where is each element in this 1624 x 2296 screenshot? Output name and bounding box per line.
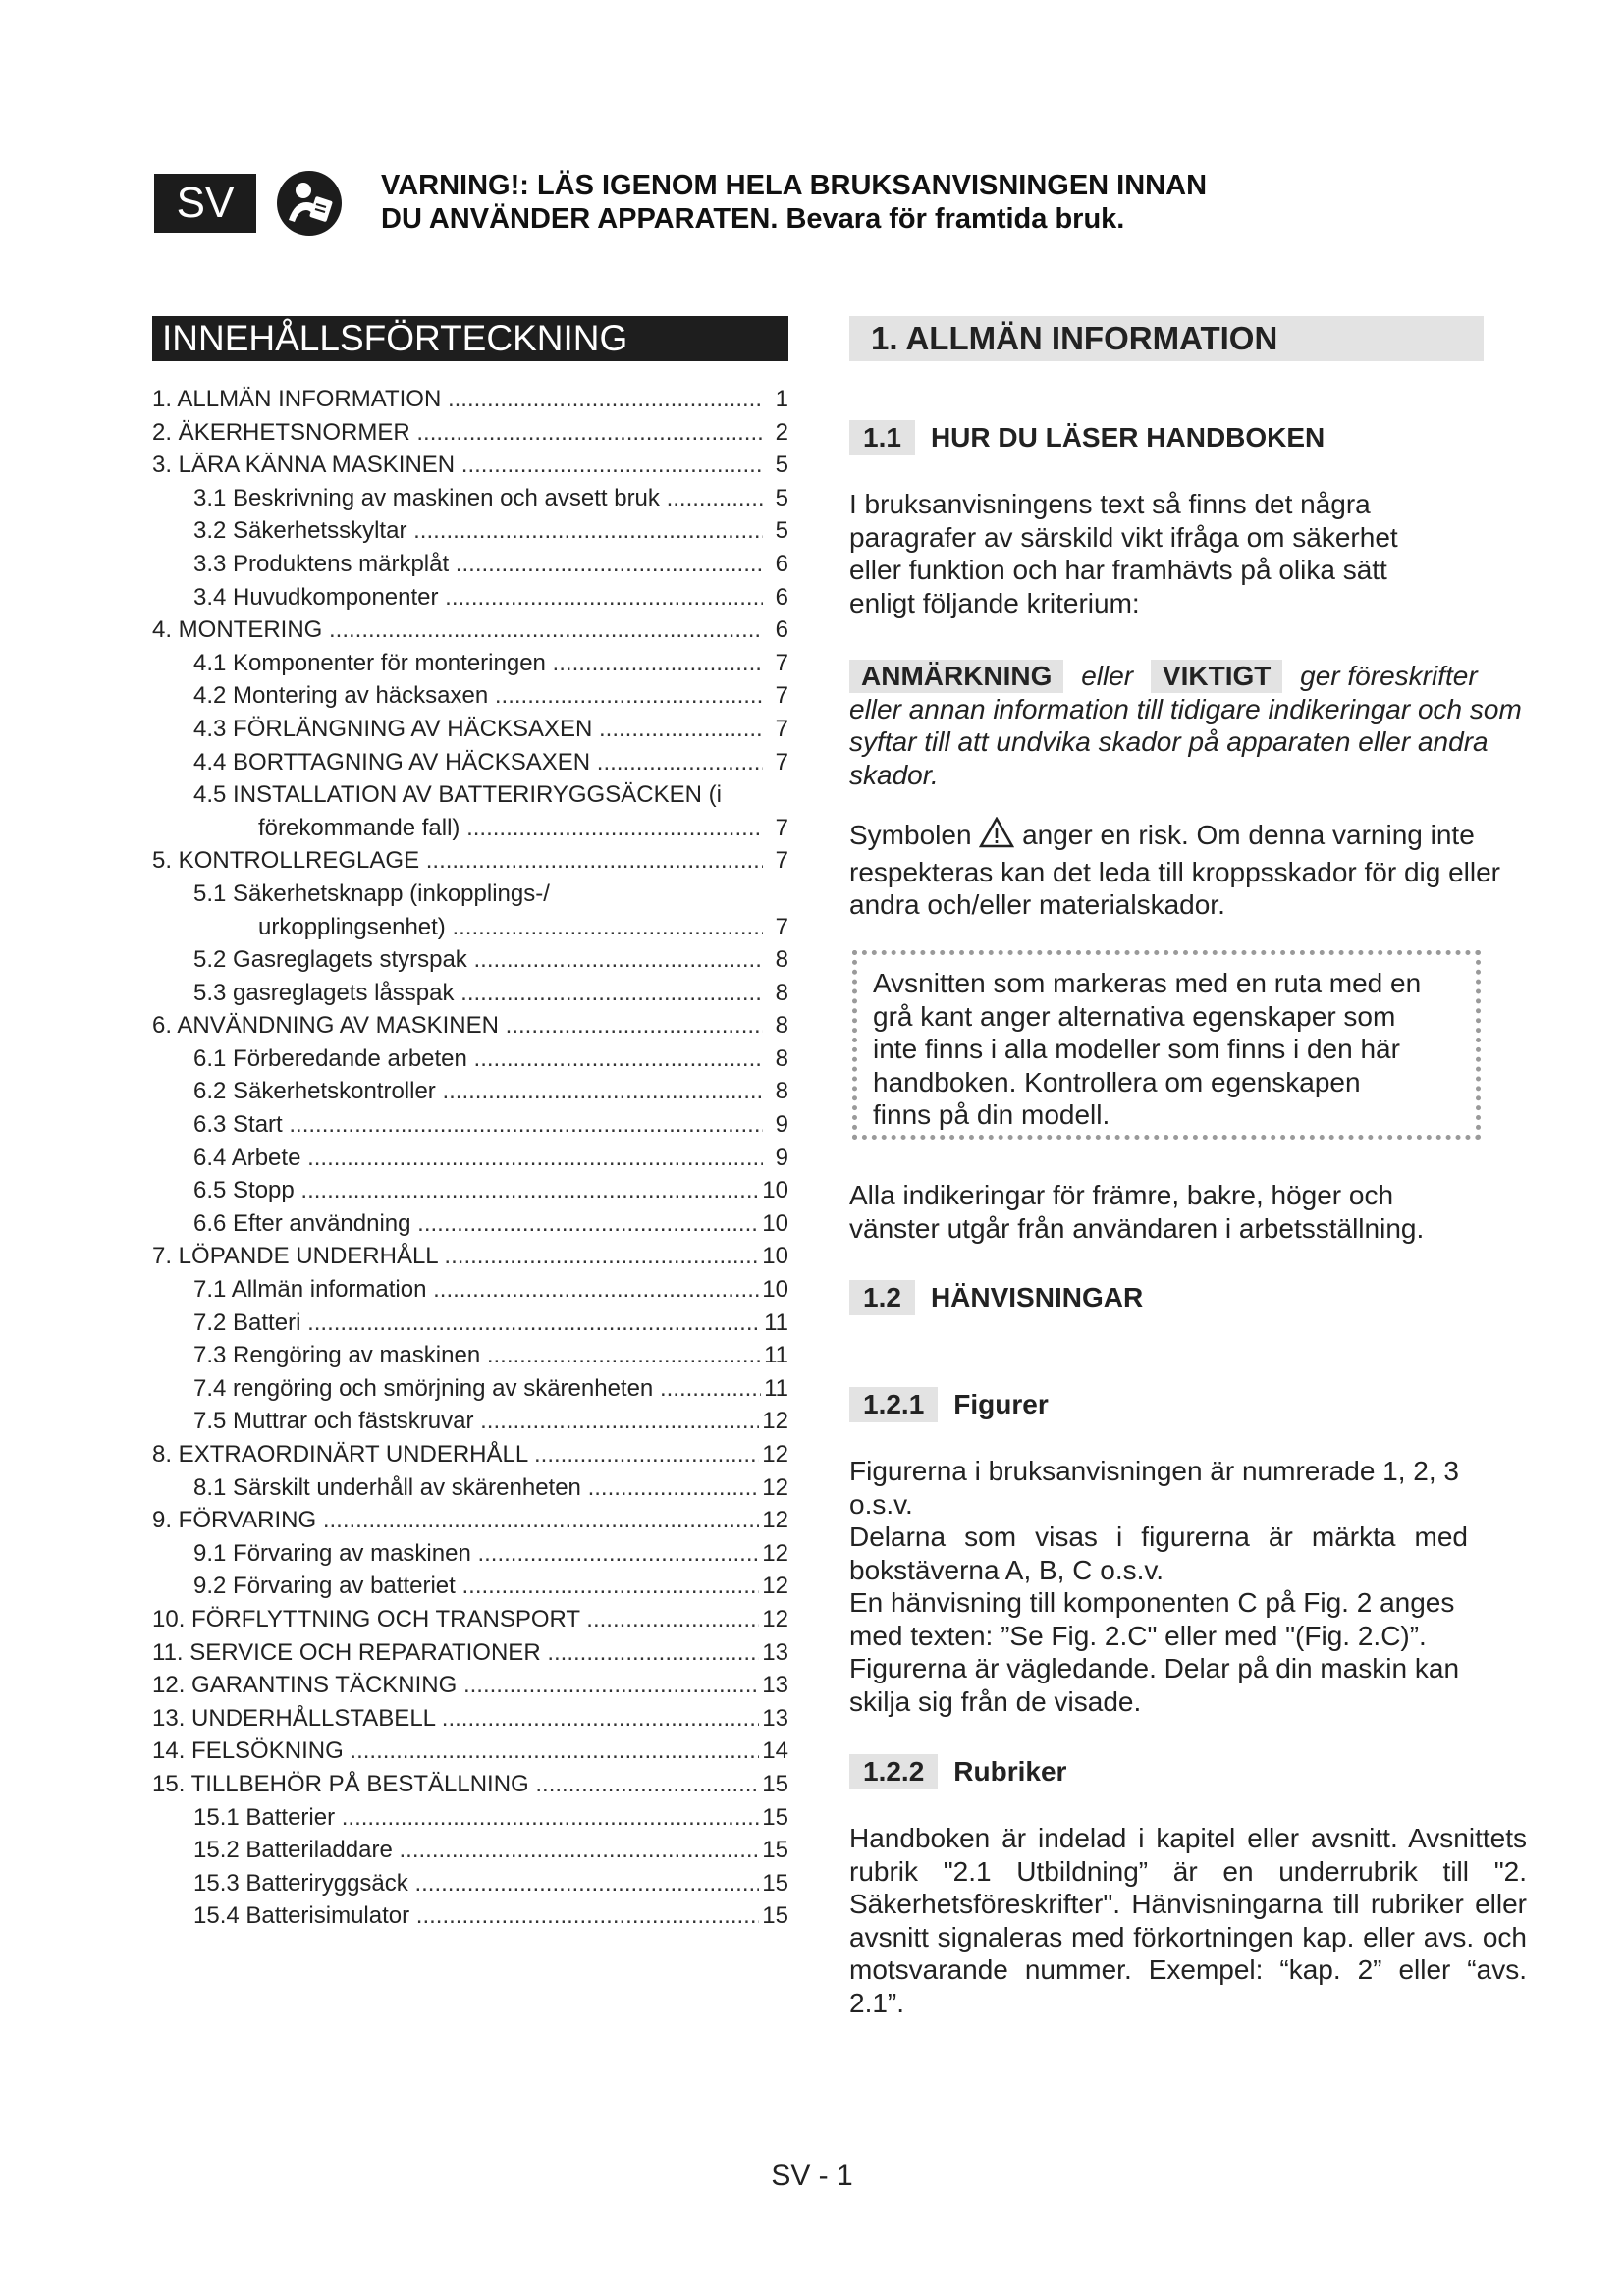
symbol-pre: Symbolen bbox=[849, 820, 972, 850]
headings-paragraph: Handboken är indelad i kapitel eller avsnitt. Avsnittets rubrik "2.1 Utbildning” är en underrubrik till "2. Säkerhetsföreskrifter". Hänvisningarna till rubriker eller avsnitt signaleras med förkortningen kap. eller avs. och motsvarande nummer. Exempel: “kap. 2” eller “avs. 2.1”. bbox=[849, 1823, 1527, 2018]
toc-entry-page: 15 bbox=[759, 1768, 788, 1800]
toc-entry bbox=[152, 1174, 788, 1207]
toc-entry-page: 7 bbox=[773, 647, 788, 679]
toc-entry bbox=[152, 1339, 788, 1372]
toc-entry-page: 7 bbox=[773, 844, 788, 877]
subsection-title: HÄNVISNINGAR bbox=[930, 1282, 1144, 1312]
toc-entry-page: 10 bbox=[759, 1273, 788, 1306]
toc-entry-label: 3. LÄRA KÄNNA MASKINEN ..... bbox=[152, 449, 763, 481]
toc-entry-page: 8 bbox=[773, 943, 788, 976]
toc-entry-label: 4.5 INSTALLATION AV BATTERIRYGGSÄCKEN (i bbox=[193, 781, 722, 809]
toc-entry-label: 15.4 Batterisimulator ..... bbox=[193, 1899, 763, 1932]
subsection-number: 1.2.2 bbox=[849, 1754, 938, 1789]
box-text: Avsnitten som markeras med en ruta med en grå kant anger alternativa egenskaper som inte finns i alla modeller som finns i den här handboken. Kontrollera om egenskapen finns på din modell. bbox=[873, 968, 1422, 1130]
figures-paragraph-1: Figurerna i bruksanvisningen är numrerade 1, 2, 3 o.s.v. bbox=[849, 1456, 1460, 1520]
toc-entry-page: 10 bbox=[759, 1240, 788, 1272]
toc-entry bbox=[152, 1801, 788, 1835]
toc-entry bbox=[152, 581, 788, 614]
toc-entry bbox=[152, 844, 788, 878]
toc-entry-label: 3.3 Produktens märkplåt ..... bbox=[193, 548, 763, 580]
toc-entry-page: 15 bbox=[759, 1834, 788, 1866]
toc-entry-page: 6 bbox=[773, 581, 788, 614]
toc-entry-label: 8.1 Särskilt underhåll av skärenheten ..... bbox=[193, 1471, 763, 1504]
toc-entry-label: 6.5 Stopp ..... bbox=[193, 1174, 763, 1206]
toc-entry bbox=[152, 1009, 788, 1042]
subsection-number: 1.1 bbox=[849, 420, 915, 455]
toc-entry bbox=[152, 943, 788, 977]
toc-entry-label: förekommande fall) ..... bbox=[258, 812, 763, 844]
toc-entry bbox=[152, 1108, 788, 1142]
toc-entry-page: 14 bbox=[759, 1735, 788, 1767]
toc-entry bbox=[152, 1504, 788, 1537]
toc-entry-page: 7 bbox=[773, 812, 788, 844]
subsection-heading-1-1 bbox=[849, 420, 1325, 455]
toc-entry-label: 4.3 FÖRLÄNGNING AV HÄCKSAXEN ..... bbox=[193, 713, 763, 745]
toc-entry bbox=[152, 878, 788, 911]
directions-paragraph: Alla indikeringar för främre, bakre, höger och vänster utgår från användaren i arbetsställning. bbox=[849, 1180, 1425, 1244]
toc-entry-page: 5 bbox=[773, 514, 788, 547]
toc-entry-label: 5.3 gasreglagets låsspak ..... bbox=[193, 977, 763, 1009]
toc-entry-page: 13 bbox=[759, 1636, 788, 1669]
toc-entry-page: 12 bbox=[759, 1603, 788, 1635]
toc-entry-label: 4.4 BORTTAGNING AV HÄCKSAXEN ..... bbox=[193, 746, 763, 778]
toc-entry-label: 11. SERVICE OCH REPARATIONER ..... bbox=[152, 1636, 763, 1669]
toc-entry-label: 5.2 Gasreglagets styrspak ..... bbox=[193, 943, 763, 976]
toc-entry bbox=[152, 1372, 788, 1406]
subsection-heading-1-2 bbox=[849, 1280, 1143, 1315]
warning-text bbox=[381, 169, 1265, 236]
toc-entry bbox=[152, 812, 788, 845]
warning-triangle-icon bbox=[979, 817, 1014, 856]
toc-entry bbox=[152, 514, 788, 548]
toc-entry-label: 7. LÖPANDE UNDERHÅLL ..... bbox=[152, 1240, 763, 1272]
toc-entry bbox=[152, 1768, 788, 1801]
toc-entry-page: 5 bbox=[773, 449, 788, 481]
toc-entry bbox=[152, 1669, 788, 1702]
toc-entry-label: 8. EXTRAORDINÄRT UNDERHÅLL ..... bbox=[152, 1438, 763, 1470]
toc-entry-label: 9.1 Förvaring av maskinen ..... bbox=[193, 1537, 763, 1570]
warning-line-1: VARNING!: LÄS IGENOM HELA BRUKSANVISNINGEN INNAN bbox=[381, 170, 1208, 201]
toc-entry bbox=[152, 1471, 788, 1505]
toc-entry-page: 6 bbox=[773, 548, 788, 580]
toc-entry bbox=[152, 1075, 788, 1108]
toc-entry-page: 7 bbox=[773, 679, 788, 712]
subsection-title: HUR DU LÄSER HANDBOKEN bbox=[930, 422, 1326, 453]
read-manual-icon bbox=[275, 169, 344, 238]
toc-entry-page: 13 bbox=[759, 1702, 788, 1735]
toc-entry bbox=[152, 1867, 788, 1900]
intro-paragraph: I bruksanvisningens text så finns det några paragrafer av särskild vikt ifråga om säkerhet eller funktion och har framhävts på olika sätt enligt följande kriterium: bbox=[849, 489, 1398, 618]
toc-entry-label: 7.5 Muttrar och fästskruvar ..... bbox=[193, 1405, 763, 1437]
toc-entry-label: 6. ANVÄNDNING AV MASKINEN ..... bbox=[152, 1009, 763, 1041]
subsection-heading-1-2-1 bbox=[849, 1387, 1049, 1422]
figures-paragraph-2: Delarna som visas i figurerna är märkta med bokstäverna A, B, C o.s.v. bbox=[849, 1522, 1468, 1585]
toc-entry bbox=[152, 1405, 788, 1438]
important-tag: VIKTIGT bbox=[1151, 660, 1282, 693]
toc-entry bbox=[152, 1735, 788, 1768]
toc-entry-label: 3.4 Huvudkomponenter ..... bbox=[193, 581, 763, 614]
toc-entry bbox=[152, 1603, 788, 1636]
subsection-number: 1.2.1 bbox=[849, 1387, 938, 1422]
toc-entry-label: 10. FÖRFLYTTNING OCH TRANSPORT ..... bbox=[152, 1603, 763, 1635]
toc-entry-page: 11 bbox=[761, 1307, 788, 1339]
toc-entry-label: 4.2 Montering av häcksaxen ..... bbox=[193, 679, 763, 712]
toc-entry-label: 6.2 Säkerhetskontroller ..... bbox=[193, 1075, 763, 1107]
note-rest: ger föreskrifter eller annan information till tidigare indikeringar och som syftar till att undvika skador på apparaten eller andra skador. bbox=[849, 661, 1522, 790]
toc-entry-page: 11 bbox=[761, 1339, 788, 1371]
toc-entry bbox=[152, 1636, 788, 1670]
toc-entry-label: 5.1 Säkerhetsknapp (inkopplings-/ bbox=[193, 880, 550, 907]
toc-entry bbox=[152, 416, 788, 450]
toc-entry-label: 7.1 Allmän information ..... bbox=[193, 1273, 763, 1306]
toc-entry-page: 10 bbox=[759, 1207, 788, 1240]
toc-entry-page: 8 bbox=[773, 1009, 788, 1041]
toc-entry bbox=[152, 647, 788, 680]
toc-entry bbox=[152, 1240, 788, 1273]
toc-entry bbox=[152, 1273, 788, 1307]
toc-entry-label: 9.2 Förvaring av batteriet ..... bbox=[193, 1570, 763, 1602]
toc-entry-page: 12 bbox=[759, 1504, 788, 1536]
toc-entry-label: 6.6 Efter användning ..... bbox=[193, 1207, 763, 1240]
toc-entry-page: 12 bbox=[759, 1570, 788, 1602]
symbol-post: anger en risk. Om denna varning inte respekteras kan det leda till kroppsskador för dig eller andra och/eller materialskador. bbox=[849, 820, 1501, 920]
toc-heading: INNEHÅLLSFÖRTECKNING bbox=[152, 316, 788, 361]
toc-entry-page: 2 bbox=[773, 416, 788, 449]
subsection-number: 1.2 bbox=[849, 1280, 915, 1315]
toc-entry bbox=[152, 679, 788, 713]
toc-entry bbox=[152, 1438, 788, 1471]
toc-entry bbox=[152, 1307, 788, 1340]
toc-entry-page: 7 bbox=[773, 911, 788, 943]
toc-entry bbox=[152, 1702, 788, 1735]
toc-entry-label: 3.1 Beskrivning av maskinen och avsett bruk ..... bbox=[193, 482, 763, 514]
toc-entry-label: 6.3 Start ..... bbox=[193, 1108, 763, 1141]
toc-entry-page: 15 bbox=[759, 1801, 788, 1834]
toc-entry-label: urkopplingsenhet) ..... bbox=[258, 911, 763, 943]
toc-entry bbox=[152, 548, 788, 581]
toc-entry bbox=[152, 1570, 788, 1603]
toc-entry-page: 1 bbox=[773, 383, 788, 415]
toc-entry-page: 15 bbox=[759, 1899, 788, 1932]
toc-entry-page: 5 bbox=[773, 482, 788, 514]
toc-entry bbox=[152, 1834, 788, 1867]
toc-entry-page: 7 bbox=[773, 746, 788, 778]
toc-entry-page: 10 bbox=[759, 1174, 788, 1206]
toc-entry-label: 14. FELSÖKNING ..... bbox=[152, 1735, 763, 1767]
toc-entry-label: 13. UNDERHÅLLSTABELL ..... bbox=[152, 1702, 763, 1735]
toc-entry-page: 6 bbox=[773, 614, 788, 646]
toc-entry-label: 15.3 Batteriryggsäck ..... bbox=[193, 1867, 763, 1899]
subsection-title: Rubriker bbox=[953, 1756, 1067, 1787]
toc-entry-label: 6.1 Förberedande arbeten ..... bbox=[193, 1042, 763, 1075]
toc-entry-page: 9 bbox=[773, 1108, 788, 1141]
toc-entry-label: 9. FÖRVARING ..... bbox=[152, 1504, 763, 1536]
toc-entry-page: 12 bbox=[759, 1537, 788, 1570]
toc-entry-label: 15.1 Batterier ..... bbox=[193, 1801, 763, 1834]
toc-entry-page: 8 bbox=[773, 1075, 788, 1107]
toc-entry bbox=[152, 778, 788, 812]
toc-entry bbox=[152, 1537, 788, 1571]
toc-entry bbox=[152, 1042, 788, 1076]
table-of-contents bbox=[152, 383, 788, 1933]
toc-entry bbox=[152, 614, 788, 647]
warning-line-2: DU ANVÄNDER APPARATEN. Bevara för framtida bruk. bbox=[381, 203, 1125, 235]
figures-paragraph-3: En hänvisning till komponenten C på Fig. 2 anges med texten: ”Se Fig. 2.C" eller med "(Fig. 2.C)”. bbox=[849, 1587, 1455, 1651]
toc-entry-label: 15. TILLBEHÖR PÅ BESTÄLLNING ..... bbox=[152, 1768, 763, 1800]
subsection-heading-1-2-2 bbox=[849, 1754, 1066, 1789]
toc-entry bbox=[152, 713, 788, 746]
toc-entry-page: 8 bbox=[773, 977, 788, 1009]
toc-entry bbox=[152, 911, 788, 944]
toc-entry bbox=[152, 449, 788, 482]
page-number: SV - 1 bbox=[771, 2160, 853, 2192]
toc-entry-page: 13 bbox=[759, 1669, 788, 1701]
subsection-title: Figurer bbox=[953, 1389, 1049, 1419]
symbol-paragraph bbox=[849, 817, 1537, 922]
toc-entry-label: 4. MONTERING ..... bbox=[152, 614, 763, 646]
figures-paragraph-4: Figurerna är vägledande. Delar på din maskin kan skilja sig från de visade. bbox=[849, 1653, 1460, 1717]
toc-entry-label: 2. ÄKERHETSNORMER ..... bbox=[152, 416, 763, 449]
toc-entry bbox=[152, 977, 788, 1010]
or-text: eller bbox=[1081, 661, 1134, 691]
toc-entry bbox=[152, 1142, 788, 1175]
toc-entry bbox=[152, 383, 788, 416]
note-tag: ANMÄRKNING bbox=[849, 660, 1063, 693]
language-badge: SV bbox=[154, 174, 256, 233]
toc-entry-page: 8 bbox=[773, 1042, 788, 1075]
toc-entry-page: 9 bbox=[773, 1142, 788, 1174]
toc-entry bbox=[152, 482, 788, 515]
toc-entry-label: 5. KONTROLLREGLAGE ..... bbox=[152, 844, 763, 877]
toc-entry-label: 1. ALLMÄN INFORMATION ..... bbox=[152, 383, 763, 415]
optional-feature-box bbox=[852, 950, 1481, 1140]
toc-entry bbox=[152, 1899, 788, 1933]
toc-entry-page: 11 bbox=[761, 1372, 788, 1405]
toc-entry-page: 7 bbox=[773, 713, 788, 745]
toc-entry-label: 3.2 Säkerhetsskyltar ..... bbox=[193, 514, 763, 547]
toc-entry-label: 7.4 rengöring och smörjning av skärenheten ..... bbox=[193, 1372, 763, 1405]
toc-entry-label: 15.2 Batteriladdare ..... bbox=[193, 1834, 763, 1866]
note-paragraph bbox=[849, 660, 1537, 791]
toc-entry-page: 12 bbox=[759, 1438, 788, 1470]
toc-entry-label: 7.2 Batteri ..... bbox=[193, 1307, 763, 1339]
toc-entry-page: 12 bbox=[759, 1471, 788, 1504]
toc-entry-label: 6.4 Arbete ..... bbox=[193, 1142, 763, 1174]
section-heading: 1. ALLMÄN INFORMATION bbox=[849, 316, 1484, 361]
toc-entry bbox=[152, 1207, 788, 1241]
toc-entry-page: 15 bbox=[759, 1867, 788, 1899]
toc-entry-page: 12 bbox=[759, 1405, 788, 1437]
toc-entry bbox=[152, 746, 788, 779]
toc-entry-label: 12. GARANTINS TÄCKNING ..... bbox=[152, 1669, 763, 1701]
toc-entry-label: 4.1 Komponenter för monteringen ..... bbox=[193, 647, 763, 679]
toc-entry-label: 7.3 Rengöring av maskinen ..... bbox=[193, 1339, 763, 1371]
